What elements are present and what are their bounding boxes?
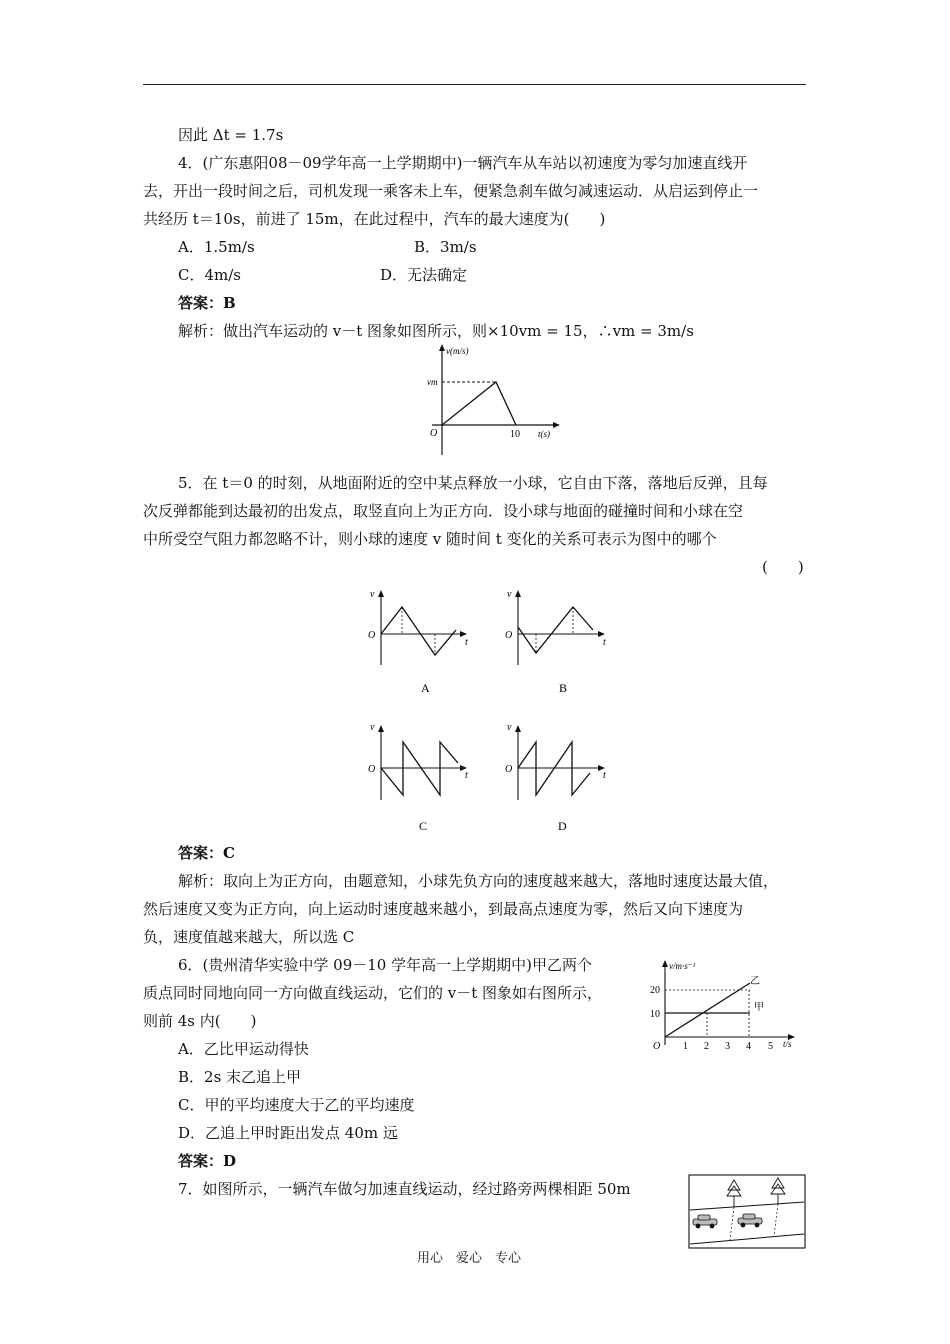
- option-a: A．1.5m/s: [178, 238, 255, 256]
- jia-yi-graph-figure: [650, 955, 810, 1055]
- question-5: 5．在 t＝0 的时刻，从地面附近的空中某点释放一小球，它自由下落，落地后反弹，且每: [178, 474, 768, 492]
- svg-text:O: O: [368, 764, 376, 775]
- yi-line: [665, 983, 750, 1037]
- car-icon: [693, 1215, 717, 1228]
- svg-text:t: t: [603, 637, 606, 648]
- label-d: D: [558, 819, 567, 833]
- svg-text:2: 2: [704, 1041, 709, 1052]
- tick-10: 10: [510, 429, 520, 440]
- svg-text:20: 20: [650, 985, 660, 996]
- option-b: B．2s 末乙追上甲: [178, 1068, 302, 1086]
- answer-6: 答案：D: [178, 1152, 237, 1170]
- tree-icon: [771, 1178, 785, 1204]
- svg-text:甲: 甲: [754, 1002, 764, 1013]
- option-c: C．甲的平均速度大于乙的平均速度: [178, 1096, 415, 1114]
- text-line: 负，速度值越来越大，所以选 C: [143, 928, 355, 946]
- svg-text:O: O: [653, 1041, 661, 1052]
- option-c: C．4m/s: [178, 266, 241, 284]
- footer-motto: 用心 爱心 专心: [417, 1251, 522, 1266]
- graph-c: [368, 722, 468, 833]
- y-axis-arrow: [439, 344, 445, 351]
- label-b: B: [559, 681, 568, 695]
- y-label: v(m/s): [446, 346, 469, 356]
- svg-text:O: O: [505, 630, 513, 641]
- svg-text:O: O: [368, 630, 376, 641]
- analysis-5: 解析：取向上为正方向，由题意知，小球先负方向的速度越来越大，落地时速度达最大值，: [178, 872, 779, 890]
- four-vt-graphs-figure: [360, 585, 630, 840]
- x-label: t(s): [538, 429, 550, 439]
- svg-text:1: 1: [683, 1041, 688, 1052]
- text-line: 共经历 t＝10s，前进了 15m，在此过程中，汽车的最大速度为( ): [143, 210, 606, 228]
- svg-text:v: v: [507, 589, 512, 600]
- svg-text:10: 10: [650, 1009, 660, 1020]
- analysis-4: 解析：做出汽车运动的 v－t 图象如图所示，则×10vm = 15，∴vm = 3m/s: [178, 322, 694, 340]
- question-7: 7．如图所示，一辆汽车做匀加速直线运动，经过路旁两棵相距 50m: [178, 1180, 631, 1198]
- svg-text:v: v: [370, 722, 375, 733]
- svg-text:乙: 乙: [750, 976, 760, 987]
- svg-text:4: 4: [746, 1041, 751, 1052]
- svg-text:t/s: t/s: [783, 1039, 792, 1049]
- label-a: A: [421, 681, 430, 695]
- velocity-line: [442, 382, 516, 425]
- svg-text:O: O: [505, 764, 513, 775]
- graph-b: [505, 589, 606, 695]
- option-b: B．3m/s: [414, 238, 477, 256]
- road-figure: [688, 1174, 806, 1250]
- label-c: C: [419, 819, 428, 833]
- answer-5: 答案：C: [178, 844, 235, 862]
- text-line: 然后速度又变为正方向，向上运动时速度越来越小，到最高点速度为零，然后又向下速度为: [143, 900, 744, 918]
- vm-label: vm: [427, 377, 438, 387]
- vt-graph-figure: [420, 340, 570, 460]
- answer-bracket: ( ): [762, 558, 804, 576]
- svg-text:t: t: [603, 770, 606, 781]
- svg-text:v/m·s⁻¹: v/m·s⁻¹: [669, 961, 696, 971]
- origin-label: O: [430, 428, 438, 439]
- tree-icon: [727, 1180, 741, 1207]
- text-line: 因此 Δt = 1.7s: [178, 126, 284, 144]
- text-line: 去，开出一段时间之后，司机发现一乘客未上车，便紧急刹车做匀减速运动．从启运到停止一: [143, 182, 759, 200]
- text-line: 次反弹都能到达最初的出发点，取竖直向上为正方向．设小球与地面的碰撞时间和小球在空: [143, 502, 744, 520]
- question-6: 6．(贵州清华实验中学 09－10 学年高一上学期期中)甲乙两个: [178, 956, 592, 974]
- svg-text:3: 3: [725, 1041, 730, 1052]
- text-line: 质点同时同地向同一方向做直线运动，它们的 v－t 图象如右图所示，: [143, 984, 603, 1002]
- graph-a: [368, 589, 468, 695]
- option-d: D．乙追上甲时距出发点 40m 远: [178, 1124, 398, 1142]
- option-d: D．无法确定: [380, 266, 468, 284]
- answer-4: 答案：B: [178, 294, 236, 312]
- text-line: 则前 4s 内( ): [143, 1012, 257, 1030]
- svg-text:v: v: [507, 722, 512, 733]
- svg-text:t: t: [465, 637, 468, 648]
- svg-text:5: 5: [768, 1041, 773, 1052]
- car-icon: [738, 1214, 762, 1227]
- x-axis-arrow: [553, 422, 560, 428]
- graph-d: [505, 722, 606, 833]
- svg-text:t: t: [465, 770, 468, 781]
- option-a: A．乙比甲运动得快: [178, 1040, 309, 1058]
- svg-text:v: v: [370, 589, 375, 600]
- header-rule: [143, 84, 806, 85]
- text-line: 中所受空气阻力都忽略不计，则小球的速度 v 随时间 t 变化的关系可表示为图中的哪个: [143, 530, 717, 548]
- question-4: 4．(广东惠阳08－09学年高一上学期期中)一辆汽车从车站以初速度为零匀加速直线开: [178, 154, 748, 172]
